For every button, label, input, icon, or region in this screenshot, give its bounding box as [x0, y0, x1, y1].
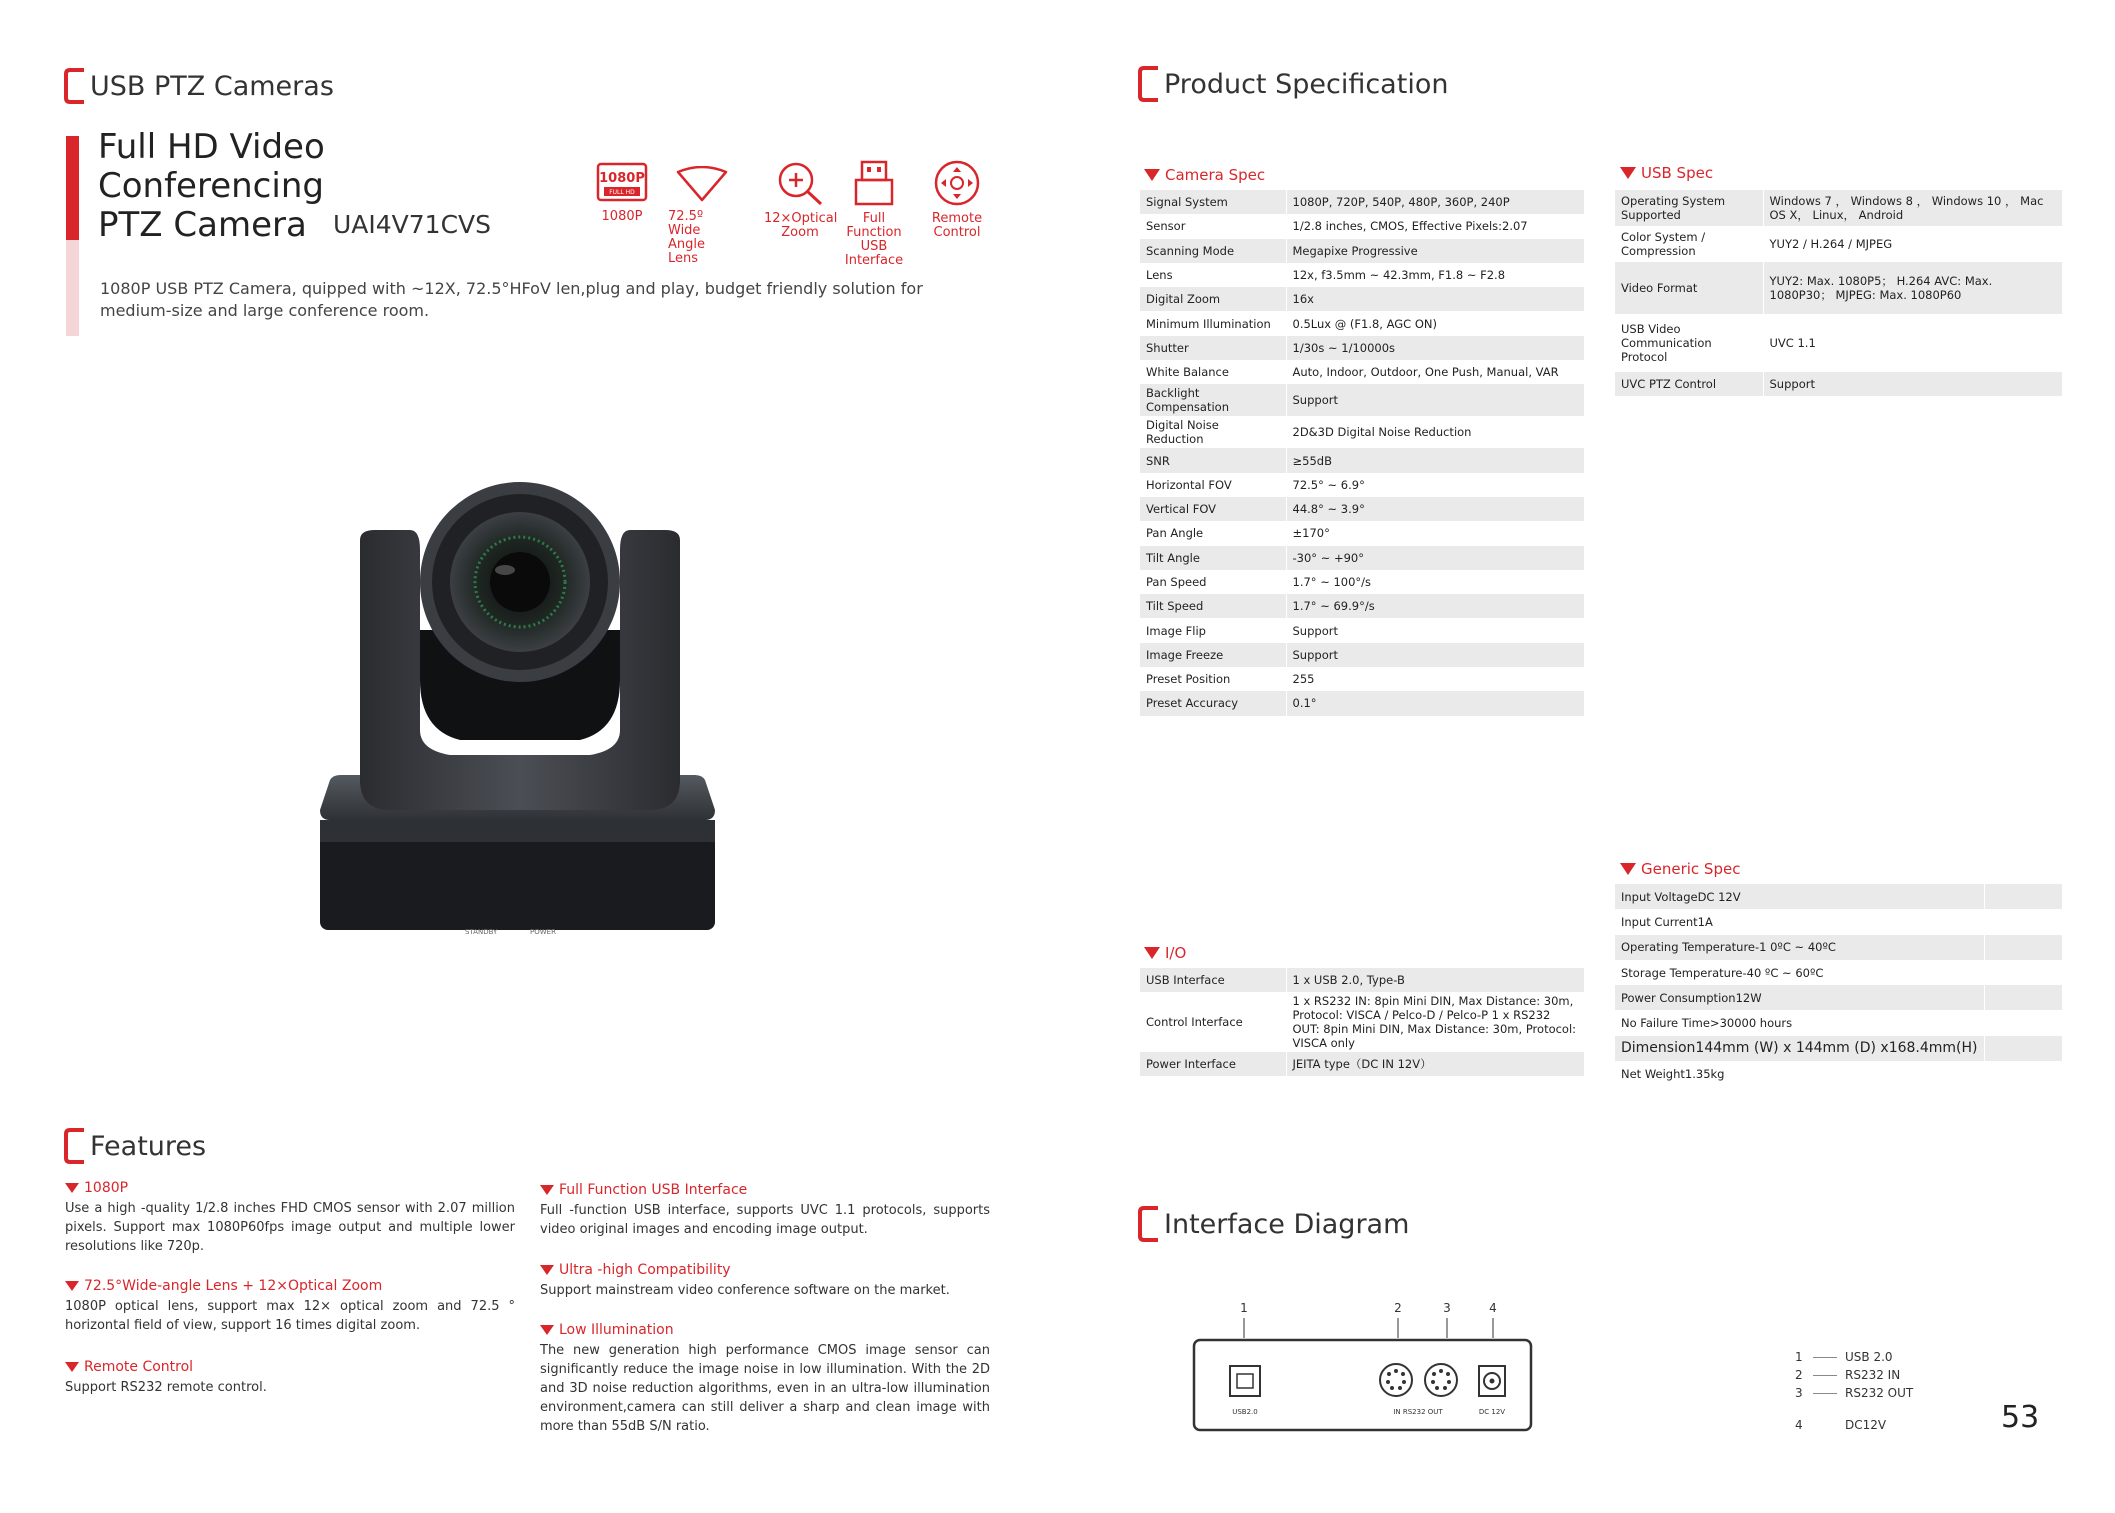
spec-value: 1.7° ~ 100°/s	[1286, 570, 1584, 594]
spec-row	[1140, 521, 1584, 545]
spec-row	[1140, 239, 1584, 263]
icon-label: Remote Control	[931, 211, 983, 240]
power-label: POWER	[530, 928, 556, 936]
spec-row	[1140, 667, 1584, 691]
spec-key: USB Interface	[1140, 968, 1286, 992]
spec-key: Operating Temperature-1 0ºC ~ 40ºC	[1615, 935, 1984, 960]
icon-label: 1080P	[601, 209, 643, 224]
spec-row	[1615, 960, 2062, 985]
spec-row	[1140, 214, 1584, 238]
icon-label: 12×Optical Zoom	[764, 211, 838, 240]
spec-row	[1615, 935, 2062, 960]
spec-value: Support	[1286, 643, 1584, 667]
section-title: Interface Diagram	[1164, 1208, 1410, 1240]
spec-value	[1984, 960, 2062, 985]
spec-value: YUY2: Max. 1080P5； H.264 AVC: Max. 1080P30； MJPEG: Max. 1080P60	[1763, 262, 2062, 314]
feature-low-illumination	[540, 1322, 990, 1436]
spec-key: Dimension144mm (W) x 144mm (D) x168.4mm(H)	[1615, 1036, 1984, 1061]
spec-key: Sensor	[1140, 214, 1286, 238]
svg-text:FULL HD: FULL HD	[609, 189, 635, 196]
spec-key: SNR	[1140, 448, 1286, 472]
spec-key: Preset Accuracy	[1140, 691, 1286, 715]
usb-spec-title: USB Spec	[1620, 164, 1713, 182]
spec-key: Image Flip	[1140, 618, 1286, 642]
spec-key: Video Format	[1615, 262, 1763, 314]
feature-title: 1080P	[84, 1180, 129, 1196]
spec-row	[1615, 985, 2062, 1010]
spec-key: Input VoltageDC 12V	[1615, 884, 1984, 909]
feature-title: Remote Control	[84, 1359, 194, 1375]
section-header-spec	[1138, 66, 1448, 102]
camera-spec-table	[1140, 190, 1584, 716]
spec-key: White Balance	[1140, 360, 1286, 384]
spec-value: UVC 1.1	[1763, 314, 2062, 372]
spec-key: Backlight Compensation	[1140, 384, 1286, 416]
icon-label: 72.5º Wide Angle Lens	[668, 209, 705, 266]
spec-key: Pan Speed	[1140, 570, 1286, 594]
section-header-usb-ptz	[64, 68, 334, 104]
rs232-port-label: IN RS232 OUT	[1393, 1408, 1443, 1416]
spec-row	[1140, 384, 1584, 416]
1080p-icon	[596, 162, 648, 204]
spec-value	[1984, 1061, 2062, 1086]
spec-value: 72.5° ~ 6.9°	[1286, 473, 1584, 497]
spec-value: 2D&3D Digital Noise Reduction	[1286, 416, 1584, 448]
bracket-icon	[64, 1128, 86, 1164]
spec-row	[1140, 416, 1584, 448]
page-number: 53	[2001, 1400, 2040, 1435]
spec-row	[1140, 546, 1584, 570]
section-title: USB PTZ Cameras	[90, 70, 334, 102]
feature-title: 72.5°Wide-angle Lens + 12×Optical Zoom	[84, 1278, 383, 1294]
generic-spec-title: Generic Spec	[1620, 860, 1740, 878]
spec-key: Vertical FOV	[1140, 497, 1286, 521]
spec-value: 255	[1286, 667, 1584, 691]
feature-icon-zoom	[764, 160, 836, 240]
spec-value: 1/2.8 inches, CMOS, Effective Pixels:2.07	[1286, 214, 1584, 238]
model-number: UAI4V71CVS	[333, 210, 492, 239]
spec-row	[1140, 311, 1584, 335]
spec-value: Auto, Indoor, Outdoor, One Push, Manual, VAR	[1286, 360, 1584, 384]
spec-row	[1615, 314, 2062, 372]
spec-value: 1080P, 720P, 540P, 480P, 360P, 240P	[1286, 190, 1584, 214]
spec-key: Input Current1A	[1615, 909, 1984, 934]
spec-key: Scanning Mode	[1140, 239, 1286, 263]
spec-row	[1140, 594, 1584, 618]
feature-title: Ultra -high Compatibility	[559, 1262, 731, 1278]
title-line-1: Full HD Video	[98, 127, 325, 167]
spec-row	[1140, 1052, 1584, 1076]
title-accent-bar	[66, 136, 79, 240]
zoom-icon	[776, 160, 824, 206]
feature-1080p	[65, 1180, 515, 1256]
feature-body: The new generation high performance CMOS image sensor can significantly reduce the image noise in low illumination. With the 2D and 3D noise reduction algorithms, even in an ultra-low illumination environment,camera can still deliver a sharp and clean image with more than 55dB S/N ratio.	[540, 1343, 990, 1434]
spec-key: Net Weight1.35kg	[1615, 1061, 1984, 1086]
feature-wide-angle	[65, 1278, 515, 1335]
feature-compatibility	[540, 1262, 990, 1300]
triangle-icon	[65, 1362, 79, 1372]
spec-key: Tilt Speed	[1140, 594, 1286, 618]
spec-key: Pan Angle	[1140, 521, 1286, 545]
legend-item-4: 4 DC12V	[1795, 1418, 1887, 1432]
title-line-3: PTZ Camera	[98, 205, 307, 245]
spec-value: 1.7° ~ 69.9°/s	[1286, 594, 1584, 618]
spec-row	[1140, 497, 1584, 521]
remote-control-icon	[933, 160, 981, 206]
interface-diagram	[1190, 1300, 1540, 1440]
spec-key: UVC PTZ Control	[1615, 372, 1763, 396]
triangle-icon	[1620, 863, 1636, 875]
port-number: 3	[1443, 1301, 1451, 1315]
spec-value: -30° ~ +90°	[1286, 546, 1584, 570]
triangle-icon	[1620, 167, 1636, 179]
triangle-icon	[1144, 947, 1160, 959]
title-line-2: Conferencing	[98, 166, 324, 206]
spec-row	[1140, 691, 1584, 715]
section-title: Product Specification	[1164, 68, 1449, 100]
spec-key: Tilt Angle	[1140, 546, 1286, 570]
spec-row	[1140, 968, 1584, 992]
svg-text:1080P: 1080P	[599, 171, 645, 186]
feature-body: Support RS232 remote control.	[65, 1380, 267, 1395]
spec-key: No Failure Time>30000 hours	[1615, 1010, 1984, 1035]
feature-title: Low Illumination	[559, 1322, 674, 1338]
feature-body: Use a high -quality 1/2.8 inches FHD CMOS sensor with 2.07 million pixels. Support max 1080P60fps image output and multiple lower resolutions like 720p.	[65, 1201, 515, 1254]
port-number: 2	[1394, 1301, 1402, 1315]
feature-title: Full Function USB Interface	[559, 1182, 748, 1198]
spec-row	[1615, 1010, 2062, 1035]
spec-row	[1140, 336, 1584, 360]
spec-value: Windows 7 ， Windows 8 ， Windows 10 ， Mac OS X， Linux， Android	[1763, 190, 2062, 226]
spec-row	[1615, 1061, 2062, 1086]
spec-row	[1140, 360, 1584, 384]
triangle-icon	[540, 1265, 554, 1275]
spec-key: Storage Temperature-40 ºC ~ 60ºC	[1615, 960, 1984, 985]
bracket-icon	[64, 68, 86, 104]
spec-row	[1140, 473, 1584, 497]
spec-row	[1140, 448, 1584, 472]
spec-row	[1140, 287, 1584, 311]
spec-row	[1615, 372, 2062, 396]
spec-key: Control Interface	[1140, 992, 1286, 1052]
section-header-features	[64, 1128, 206, 1164]
spec-value	[1984, 1036, 2062, 1061]
spec-value: 0.1°	[1286, 691, 1584, 715]
spec-value	[1984, 909, 2062, 934]
feature-body: 1080P optical lens, support max 12× optical zoom and 72.5 ° horizontal field of view, support 16 times digital zoom.	[65, 1299, 515, 1333]
spec-value: 0.5Lux @ (F1.8, AGC ON)	[1286, 311, 1584, 335]
feature-icon-1080p	[592, 162, 652, 224]
spec-value: ≥55dB	[1286, 448, 1584, 472]
spec-value: Support	[1286, 618, 1584, 642]
spec-key: Color System / Compression	[1615, 226, 1763, 262]
spec-key: Image Freeze	[1140, 643, 1286, 667]
section-title: Features	[90, 1130, 207, 1162]
spec-value: 1 x USB 2.0, Type-B	[1286, 968, 1584, 992]
feature-body: Support mainstream video conference software on the market.	[540, 1283, 950, 1298]
spec-key: Horizontal FOV	[1140, 473, 1286, 497]
legend-item-1: 1 USB 2.0	[1795, 1350, 1893, 1364]
spec-row	[1140, 643, 1584, 667]
spec-key: USB Video Communication Protocol	[1615, 314, 1763, 372]
spec-value: Support	[1286, 384, 1584, 416]
legend-item-2: 2 RS232 IN	[1795, 1368, 1901, 1382]
spec-value: 1/30s ~ 1/10000s	[1286, 336, 1584, 360]
feature-icon-usb	[834, 160, 914, 268]
spec-row	[1140, 263, 1584, 287]
bracket-icon	[1138, 1206, 1160, 1242]
feature-usb	[540, 1182, 990, 1239]
legend-item-3: 3 RS232 OUT	[1795, 1386, 1914, 1400]
spec-key: Preset Position	[1140, 667, 1286, 691]
spec-row	[1615, 190, 2062, 226]
bracket-icon	[1138, 66, 1160, 102]
spec-value	[1984, 1010, 2062, 1035]
triangle-icon	[540, 1185, 554, 1195]
wide-angle-icon	[676, 166, 728, 204]
spec-value: 12x, f3.5mm ~ 42.3mm, F1.8 ~ F2.8	[1286, 263, 1584, 287]
spec-row	[1140, 992, 1584, 1052]
spec-key: Power Interface	[1140, 1052, 1286, 1076]
desc-accent-bar	[66, 240, 79, 336]
spec-key: Digital Zoom	[1140, 287, 1286, 311]
spec-key: Signal System	[1140, 190, 1286, 214]
spec-value: YUY2 / H.264 / MJPEG	[1763, 226, 2062, 262]
dc-port-label: DC 12V	[1478, 1408, 1506, 1416]
spec-value	[1984, 985, 2062, 1010]
spec-row	[1140, 190, 1584, 214]
io-spec-title: I/O	[1144, 944, 1186, 962]
spec-value: 44.8° ~ 3.9°	[1286, 497, 1584, 521]
port-number: 1	[1240, 1301, 1248, 1315]
io-spec-table	[1140, 968, 1584, 1076]
triangle-icon	[65, 1183, 79, 1193]
interface-legend	[1795, 1348, 1913, 1434]
spec-value: 1 x RS232 IN: 8pin Mini DIN, Max Distance: 30m, Protocol: VISCA / Pelco-D / Pelco-P 1 x RS232 OUT: 8pin Mini DIN, Max Distance: 30m, Protocol: VISCA only	[1286, 992, 1584, 1052]
spec-value: JEITA type（DC IN 12V）	[1286, 1052, 1584, 1076]
spec-value: Megapixe Progressive	[1286, 239, 1584, 263]
spec-row	[1140, 570, 1584, 594]
spec-key: Operating System Supported	[1615, 190, 1763, 226]
usb-spec-table	[1615, 190, 2062, 396]
port-number: 4	[1489, 1301, 1497, 1315]
feature-body: Full -function USB interface, supports UVC 1.1 protocols, supports video original images and encoding image output.	[540, 1203, 990, 1237]
spec-key: Power Consumption12W	[1615, 985, 1984, 1010]
feature-icon-wide-angle	[668, 166, 738, 266]
spec-row	[1615, 226, 2062, 262]
generic-spec-table	[1615, 884, 2062, 1086]
spec-key: Digital Noise Reduction	[1140, 416, 1286, 448]
triangle-icon	[540, 1325, 554, 1335]
spec-value: Support	[1763, 372, 2062, 396]
spec-key: Minimum Illumination	[1140, 311, 1286, 335]
section-header-interface	[1138, 1206, 1409, 1242]
spec-value	[1984, 884, 2062, 909]
spec-value: 16x	[1286, 287, 1584, 311]
camera-image	[300, 480, 740, 1000]
usb-port-label: USB2.0	[1232, 1408, 1258, 1416]
spec-row	[1615, 262, 2062, 314]
feature-remote	[65, 1359, 515, 1397]
spec-row	[1615, 884, 2062, 909]
usb-icon	[852, 160, 896, 206]
standby-label: STANDBY	[465, 928, 498, 936]
triangle-icon	[1144, 169, 1160, 181]
feature-icon-remote	[926, 160, 988, 240]
icon-label: Full Function USB Interface	[844, 211, 904, 268]
spec-value	[1984, 935, 2062, 960]
spec-key: Shutter	[1140, 336, 1286, 360]
spec-row	[1140, 618, 1584, 642]
product-description: 1080P USB PTZ Camera, quipped with ~12X, 72.5°HFoV len,plug and play, budget friendly solution for medium-size and large conference room.	[100, 279, 923, 320]
spec-key: Lens	[1140, 263, 1286, 287]
spec-row	[1615, 909, 2062, 934]
spec-value: ±170°	[1286, 521, 1584, 545]
spec-row	[1615, 1036, 2062, 1061]
camera-spec-title: Camera Spec	[1144, 166, 1265, 184]
triangle-icon	[65, 1281, 79, 1291]
